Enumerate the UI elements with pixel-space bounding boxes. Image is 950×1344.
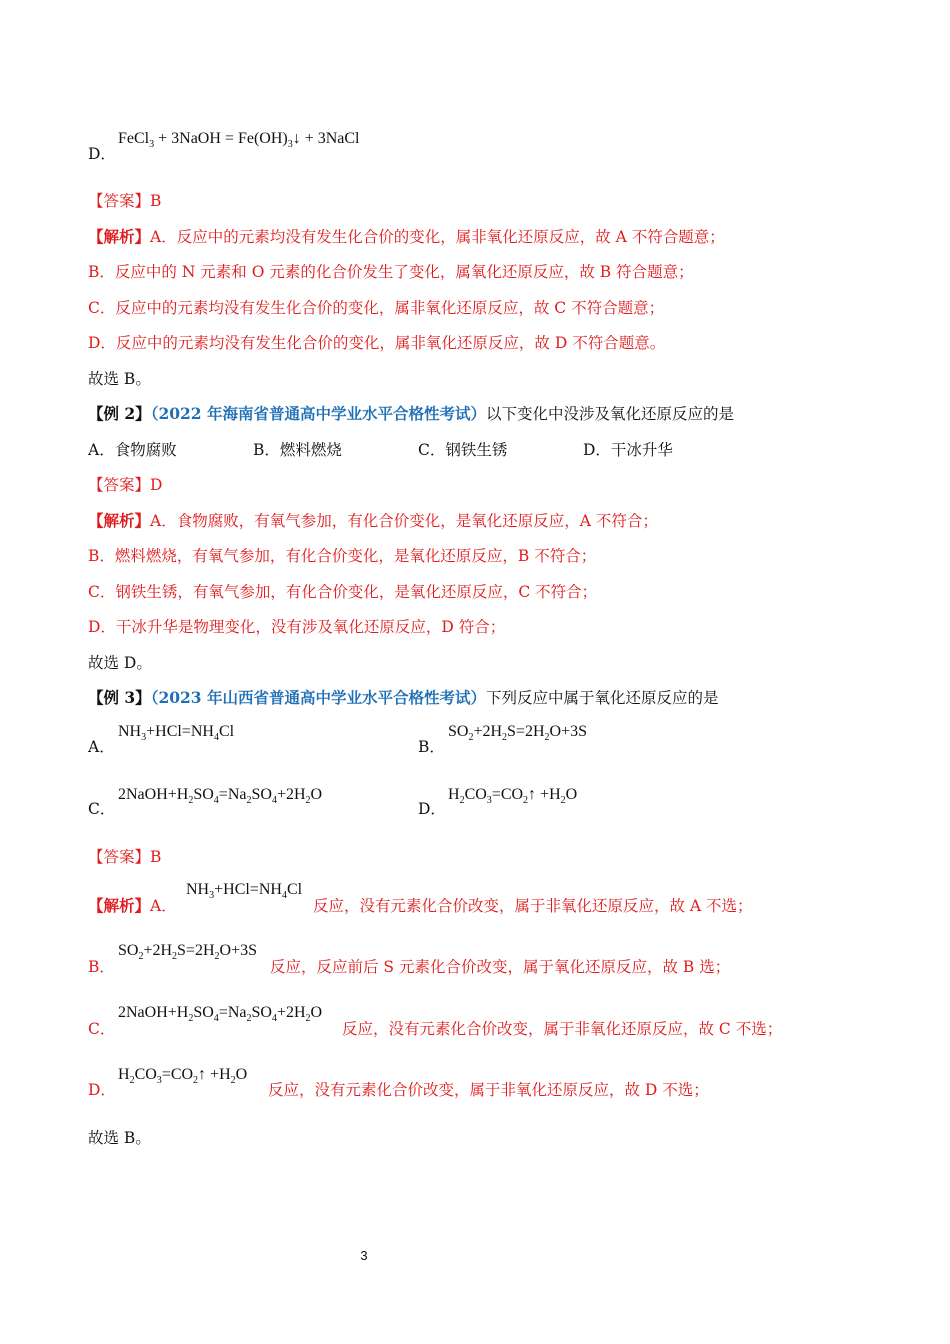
ex3-option-a-label: A． bbox=[88, 738, 115, 756]
explanation-3-d-label: D． bbox=[88, 1081, 116, 1099]
page-number: 3 bbox=[360, 1248, 368, 1263]
answer-3: 【答案】B bbox=[88, 848, 162, 866]
ex3-option-a-formula: $NH_3+HCl=NH_4Cl$ bbox=[118, 723, 235, 743]
ex3-option-d-label: D． bbox=[418, 800, 446, 818]
explanation-2-c: C．钢铁生锈，有氧气参加，有化合价变化，是氧化还原反应，C 不符合； bbox=[88, 583, 598, 601]
ex2-option-a: A．食物腐败 bbox=[88, 441, 177, 459]
explanation-1-b: B．反应中的 N 元素和 O 元素的化合价发生了变化，属氧化还原反应，故 B 符合题意； bbox=[88, 263, 694, 281]
explanation-3-c-formula: $2NaOH+H_2SO_4=Na_2SO_4+2H_2O$ bbox=[118, 1004, 323, 1024]
option-d-label: D． bbox=[88, 145, 116, 163]
conclusion-1: 故选 B。 bbox=[88, 370, 151, 388]
explanation-3-b-label: B． bbox=[88, 958, 115, 976]
ex2-option-b: B．燃料燃烧 bbox=[253, 441, 342, 459]
explanation-3-a-label: 【解析】A． bbox=[88, 896, 177, 915]
explanation-3-a-text: 反应，没有元素化合价改变，属于非氧化还原反应，故 A 不选； bbox=[313, 897, 753, 915]
explanation-3-b-formula: $SO_2+2H_2S=2H_2O+3S$ bbox=[118, 942, 257, 962]
answer-1: 【答案】B bbox=[88, 192, 162, 210]
explanation-3-b-text: 反应，反应前后 S 元素化合价改变，属于氧化还原反应，故 B 选； bbox=[270, 958, 731, 976]
ex3-option-b-label: B． bbox=[418, 738, 445, 756]
conclusion-2: 故选 D。 bbox=[88, 654, 152, 672]
explanation-1-d: D．反应中的元素均没有发生化合价的变化，属非氧化还原反应，故 D 不符合题意。 bbox=[88, 334, 666, 352]
ex3-option-b-formula: $SO_2+2H_2S=2H_2O+3S$ bbox=[448, 723, 587, 743]
ex3-option-c-label: C． bbox=[88, 800, 116, 818]
ex3-option-d-formula: $H_2CO_3=CO_2↑ +H_2O$ bbox=[448, 786, 578, 806]
explanation-3-c-label: C． bbox=[88, 1020, 116, 1038]
explanation-3-d-formula: $H_2CO_3=CO_2↑ +H_2O$ bbox=[118, 1066, 248, 1086]
option-d-formula: FeCl$_3$ + 3NaOH = $Fe(OH)_3↓$ + 3NaCl bbox=[118, 130, 360, 150]
ex3-option-c-formula: $2NaOH+H_2SO_4=Na_2SO_4+2H_2O$ bbox=[118, 786, 323, 806]
explanation-2-d: D．干冰升华是物理变化，没有涉及氧化还原反应，D 符合； bbox=[88, 618, 506, 636]
ex2-option-c: C．钢铁生锈 bbox=[418, 441, 508, 459]
explanation-3-d-text: 反应，没有元素化合价改变，属于非氧化还原反应，故 D 不选； bbox=[268, 1081, 709, 1099]
explanation-3-a-formula: $NH_3+HCl=NH_4Cl$ bbox=[186, 881, 303, 901]
explanation-2-b: B．燃料燃烧，有氧气参加，有化合价变化，是氧化还原反应，B 不符合； bbox=[88, 547, 597, 565]
conclusion-3: 故选 B。 bbox=[88, 1129, 151, 1147]
example-2-heading: 【例 2】（2022 年海南省普通高中学业水平合格性考试）以下变化中没涉及氧化还原反应的是 bbox=[88, 404, 734, 423]
answer-2: 【答案】D bbox=[88, 476, 163, 494]
ex2-option-d: D．干冰升华 bbox=[583, 441, 673, 459]
example-3-heading: 【例 3】（2023 年山西省普通高中学业水平合格性考试）下列反应中属于氧化还原反应的是 bbox=[88, 688, 719, 707]
explanation-1-a: 【解析】A．反应中的元素均没有发生化合价的变化，属非氧化还原反应，故 A 不符合题意； bbox=[88, 227, 725, 246]
explanation-2-a: 【解析】A．食物腐败，有氧气参加，有化合价变化，是氧化还原反应，A 不符合； bbox=[88, 511, 658, 530]
explanation-3-c-text: 反应，没有元素化合价改变，属于非氧化还原反应，故 C 不选； bbox=[342, 1020, 783, 1038]
explanation-1-c: C．反应中的元素均没有发生化合价的变化，属非氧化还原反应，故 C 不符合题意； bbox=[88, 299, 665, 317]
